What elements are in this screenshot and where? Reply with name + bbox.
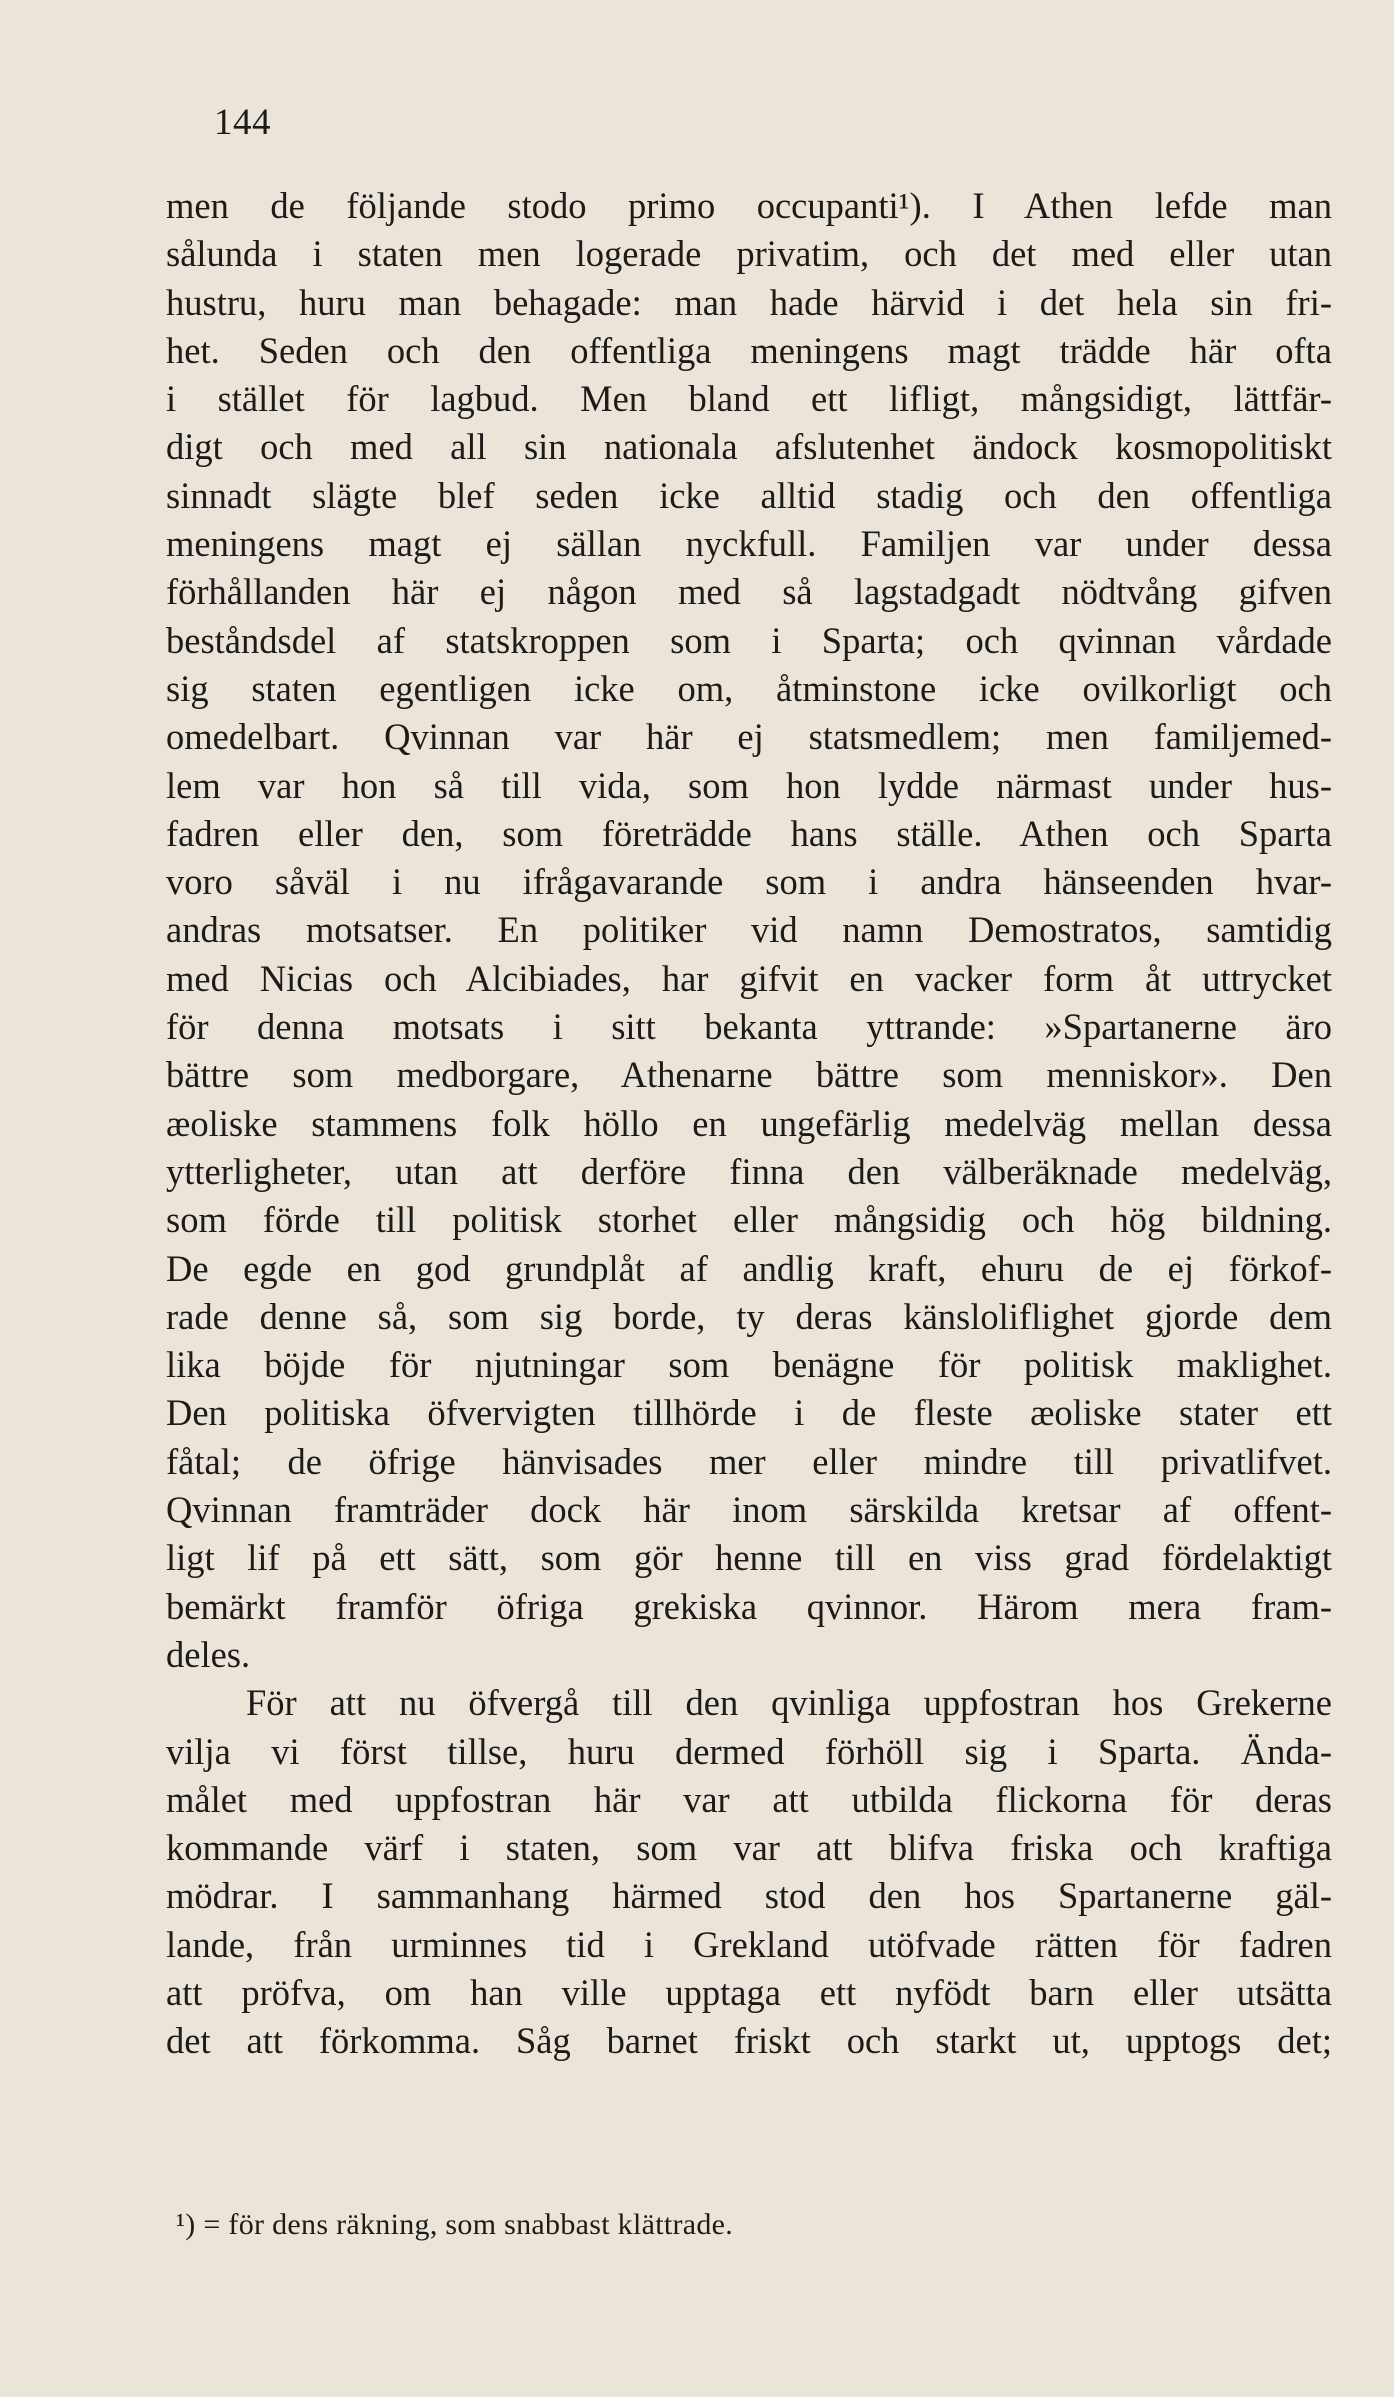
text-line: vilja vi först tillse, huru dermed förhöll sig i Sparta. Ända-: [166, 1730, 1332, 1772]
text-line: omedelbart. Qvinnan var här ej statsmedlem; men familjemed-: [166, 716, 1332, 758]
footnote-marker: ¹): [176, 2208, 196, 2241]
text-line: lem var hon så till vida, som hon lydde närmast under hus-: [166, 764, 1332, 806]
text-line: fadren eller den, som företrädde hans ställe. Athen och Sparta: [166, 812, 1332, 854]
text-line: rade denne så, som sig borde, ty deras känsloliflighet gjorde dem: [166, 1295, 1332, 1337]
text-line: för denna motsats i sitt bekanta yttrande: »Spartanerne äro: [166, 1006, 1332, 1048]
text-line: andras motsatser. En politiker vid namn Demostratos, samtidig: [166, 909, 1332, 951]
text-line: lande, från urminnes tid i Grekland utöfvade rätten för fadren: [166, 1923, 1332, 1965]
text-line: mödrar. I sammanhang härmed stod den hos Spartanerne gäl-: [166, 1875, 1332, 1917]
text-line: bemärkt framför öfriga grekiska qvinnor. Härom mera fram-: [166, 1585, 1332, 1627]
paragraph-last-line: deles.: [166, 1633, 251, 1675]
text-line: meningens magt ej sällan nyckfull. Familjen var under dessa: [166, 523, 1332, 565]
text-line: med Nicias och Alcibiades, har gifvit en vacker form åt uttrycket: [166, 957, 1332, 999]
paragraph-first-line: För att nu öfvergå till den qvinliga uppfostran hos Grekerne: [246, 1682, 1332, 1724]
text-line: i stället för lagbud. Men bland ett lifligt, mångsidigt, lättfär-: [166, 378, 1332, 420]
text-line: sinnadt slägte blef seden icke alltid stadig och den offentliga: [166, 474, 1332, 516]
text-line: kommande värf i staten, som var att blifva friska och kraftiga: [166, 1827, 1332, 1869]
text-line: som förde till politisk storhet eller mångsidig och hög bildning.: [166, 1199, 1332, 1241]
text-line: fåtal; de öfrige hänvisades mer eller mindre till privatlifvet.: [166, 1440, 1332, 1482]
text-line: men de följande stodo primo occupanti¹). I Athen lefde man: [166, 185, 1332, 226]
text-line: sålunda i staten men logerade privatim, och det med eller utan: [166, 233, 1332, 275]
page-number: 144: [214, 102, 271, 143]
text-line: hustru, huru man behagade: man hade härvid i det hela sin fri-: [166, 281, 1332, 323]
text-line: förhållanden här ej någon med så lagstadgadt nödtvång gifven: [166, 571, 1332, 613]
text-line: lika böjde för njutningar som benägne för politisk maklighet.: [166, 1344, 1332, 1386]
text-line: voro såväl i nu ifrågavarande som i andra hänseenden hvar-: [166, 861, 1332, 903]
text-line: het. Seden och den offentliga meningens magt trädde här ofta: [166, 329, 1332, 371]
text-line: bättre som medborgare, Athenarne bättre som menniskor». Den: [166, 1054, 1332, 1096]
text-line: ytterligheter, utan att derföre finna den välberäknade medelväg,: [166, 1150, 1332, 1192]
text-line: sig staten egentligen icke om, åtminstone icke ovilkorligt och: [166, 667, 1332, 709]
text-line: målet med uppfostran här var att utbilda flickorna för deras: [166, 1778, 1332, 1820]
text-line: att pröfva, om han ville upptaga ett nyfödt barn eller utsätta: [166, 1971, 1332, 2013]
text-line: Qvinnan framträder dock här inom särskilda kretsar af offent-: [166, 1489, 1332, 1531]
text-line: beståndsdel af statskroppen som i Sparta; och qvinnan vårdade: [166, 619, 1332, 661]
footnote-text: = för dens räkning, som snabbast klättrade.: [203, 2208, 734, 2241]
text-line: digt och med all sin nationala afslutenhet ändock kosmopolitiskt: [166, 426, 1332, 468]
footnote: [176, 2210, 733, 2240]
body-text: [166, 182, 1332, 2066]
text-line: ligt lif på ett sätt, som gör henne till en viss grad fördelaktigt: [166, 1537, 1332, 1579]
text-line: det att förkomma. Såg barnet friskt och starkt ut, upptogs det;: [166, 2020, 1332, 2062]
text-line: Den politiska öfvervigten tillhörde i de fleste æoliske stater ett: [166, 1392, 1332, 1434]
text-line: æoliske stammens folk höllo en ungefärlig medelväg mellan dessa: [166, 1102, 1332, 1144]
text-line: De egde en god grundplåt af andlig kraft, ehuru de ej förkof-: [166, 1247, 1332, 1289]
